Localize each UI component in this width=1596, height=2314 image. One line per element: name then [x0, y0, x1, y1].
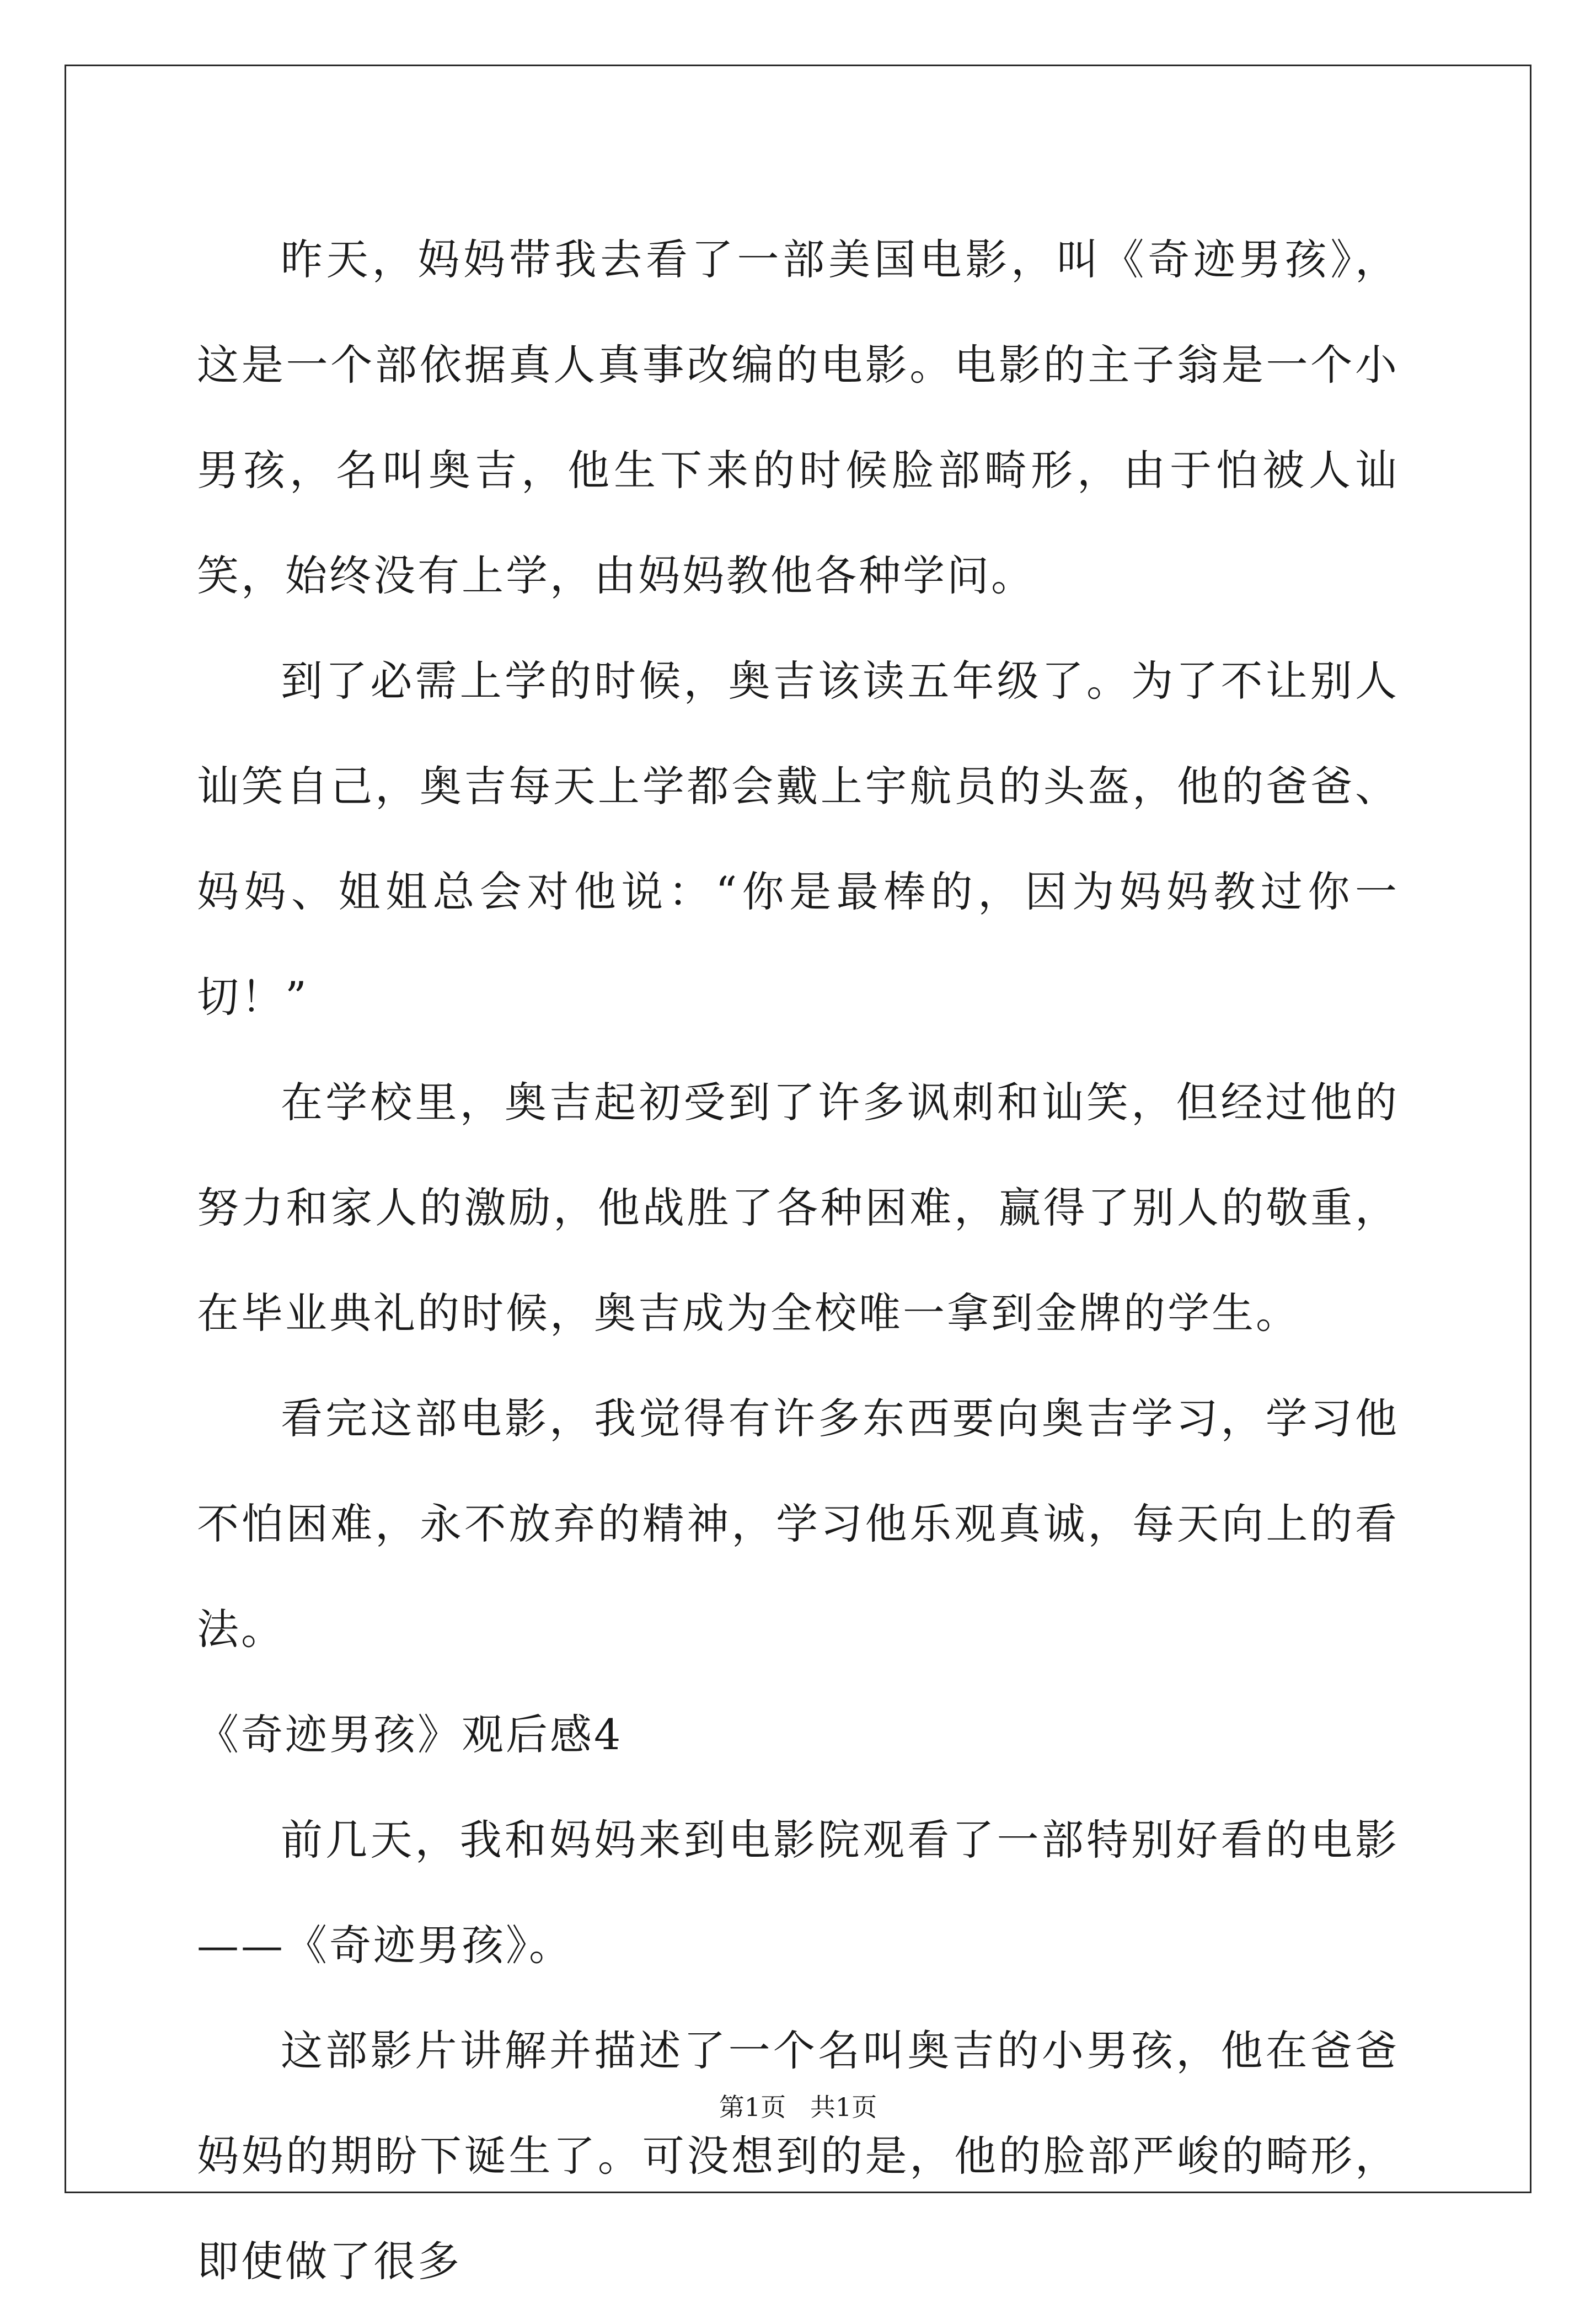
paragraph-4: 看完这部电影，我觉得有许多东西要向奥吉学习，学习他不怕困难，永不放弃的精神，学习他乐观真诚，每天向上的看法。 [197, 1394, 1399, 1654]
paragraph-1: 昨天，妈妈带我去看了一部美国电影，叫《奇迹男孩》，这是一个部依据真人真事改编的电影。电影的主子翁是一个小男孩，名叫奥吉，他生下来的时候脸部畸形，由于怕被人讪笑，始终没有上学，由妈妈教他各种学问。 [197, 235, 1399, 600]
paragraph-5: 前几天，我和妈妈来到电影院观看了一部特别好看的电影——《奇迹男孩》。 [197, 1815, 1399, 1970]
paragraph-6: 这部影片讲解并描述了一个名叫奥吉的小男孩，他在爸爸妈妈的期盼下诞生了。可没想到的是，他的脸部严峻的畸形，即使做了很多 [197, 2026, 1399, 2286]
document-body [197, 207, 1399, 2314]
paragraph-2: 到了必需上学的时候，奥吉该读五年级了。为了不让别人讪笑自己，奥吉每天上学都会戴上宇航员的头盔，他的爸爸、妈妈、姐姐总会对他说：“你是最棒的，因为妈妈教过你一切！” [197, 656, 1399, 1022]
paragraph-3: 在学校里，奥吉起初受到了许多讽刺和讪笑，但经过他的努力和家人的激励，他战胜了各种困难，赢得了别人的敬重，在毕业典礼的时候，奥吉成为全校唯一拿到金牌的学生。 [197, 1078, 1399, 1338]
page-footer: 第1页 共1页 [719, 2092, 877, 2122]
section-heading: 《奇迹男孩》观后感4 [197, 1710, 623, 1759]
